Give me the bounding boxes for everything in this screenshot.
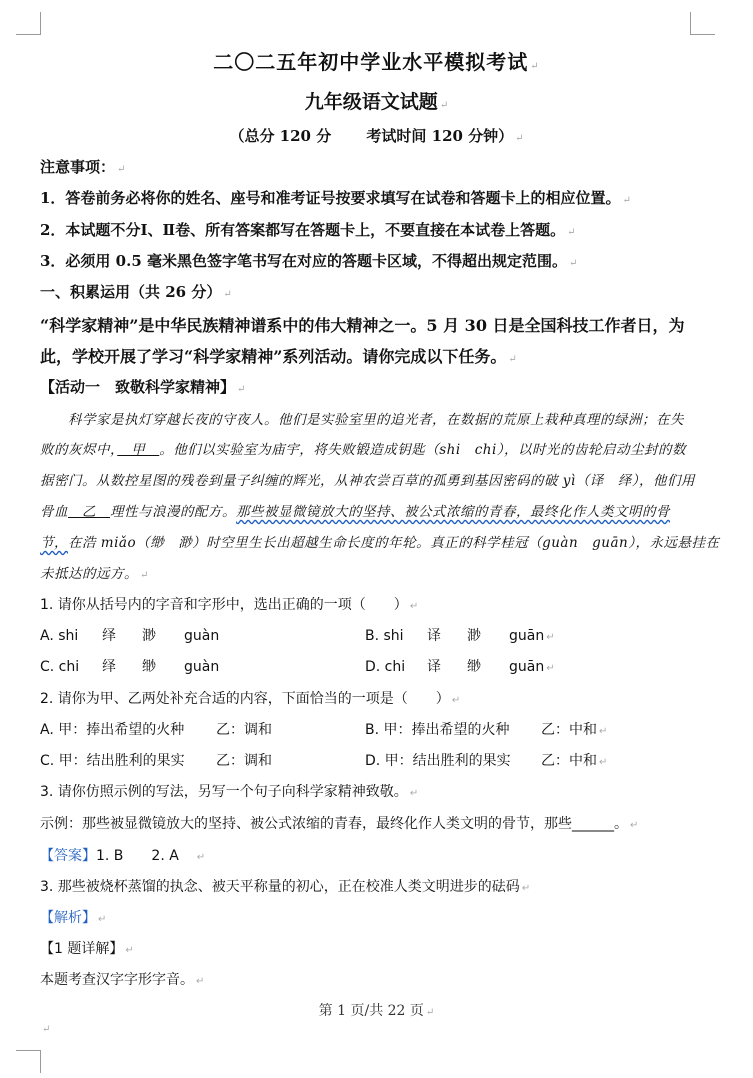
question-2-option-c: C. 甲：结出胜利的果实 乙：调和 <box>40 753 272 769</box>
blank-yi: 乙 <box>68 504 110 520</box>
passage-line-6: 未抵达的远方。 ↵ <box>40 566 149 582</box>
question-1-option-c: C. chi 绎 缈 guàn <box>40 659 220 675</box>
question-1-stem: 1. 请你从括号内的字音和字形中，选出正确的一项（ ） ↵ <box>40 597 419 613</box>
answer-tag: 【答案】 <box>40 848 96 864</box>
passage-line-1: 科学家是执灯穿越长夜的守夜人。他们是实验室里的追光者，在数据的荒原上栽种真理的绿洲；在失 <box>68 412 684 428</box>
question-1-option-d: D. chi 译 缈 guān ↵ <box>365 659 555 675</box>
question-2-option-d: D. 甲：结出胜利的果实 乙：中和 ↵ <box>365 753 608 769</box>
blank-jia: 甲 <box>117 442 160 458</box>
note-item-3: 3．必须用 0.5 毫米黑色签字笔书写在对应的答题卡区域，不得超出规定范围。 ↵ <box>40 252 578 270</box>
exam-title: 二〇二五年初中学业水平模拟考试 ↵ <box>213 50 540 74</box>
crop-mark-top-right <box>690 12 715 35</box>
crop-mark-top-left <box>16 12 41 35</box>
example-sentence-underline: 那些被显微镜放大的坚持、被公式浓缩的青春，最终化作人类文明的骨 <box>236 504 670 520</box>
question-1-option-a: A. shi 绎 渺 guàn <box>40 628 220 644</box>
analysis-tag-line: 【解析】 ↵ <box>40 910 107 926</box>
question-2-stem: 2. 请你为甲、乙两处补充合适的内容，下面恰当的一项是（ ） ↵ <box>40 691 461 707</box>
note-item-1: 1．答卷前务必将你的姓名、座号和准考证号按要求填写在试卷和答题卡上的相应位置。 ↵ <box>40 189 631 207</box>
analysis-tag: 【解析】 <box>40 910 96 926</box>
trailing-paragraph-mark: ↵ <box>42 1024 51 1035</box>
passage-line-2: 败的灰烬中， 甲 。他们以实验室为庙宇，将失败锻造成钥匙（shi chi），以时光的齿轮启动尘封的数 <box>40 442 687 458</box>
analysis-text: 本题考查汉字字形字音。 ↵ <box>40 972 205 988</box>
question-3-example: 示例：那些被显微镜放大的坚持、被公式浓缩的青春，最终化作人类文明的骨节，那些______。 ↵ <box>40 816 639 832</box>
passage-line-3: 据密门。从数控星图的残卷到量子纠缠的辉光，从神农尝百草的孤勇到基因密码的破 yì（译 绎），他们用 <box>40 473 695 489</box>
note-item-2: 2．本试题不分Ⅰ、Ⅱ卷、所有答案都写在答题卡上，不要直接在本试卷上答题。 ↵ <box>40 221 576 239</box>
page-footer: 第 1 页/共 22 页 ↵ <box>318 1003 435 1019</box>
section-intro-line-1: “科学家精神”是中华民族精神谱系中的伟大精神之一。5 月 30 日是全国科技工作者日，为 <box>40 316 685 335</box>
crop-mark-bottom-left <box>16 1050 41 1073</box>
score-time-line: （总分 120 分 考试时间 120 分钟） ↵ <box>229 127 524 145</box>
passage-line-5: 节，在浩 miǎo（缈 渺）时空里生长出超越生命长度的年轮。真正的科学桂冠（guàn guān），永远悬挂在 <box>40 535 720 551</box>
question-3-stem: 3. 请你仿照示例的写法，另写一个句子向科学家精神致敬。 ↵ <box>40 784 419 800</box>
analysis-subheading: 【1 题详解】 ↵ <box>40 941 134 957</box>
question-2-option-b: B. 甲：捧出希望的火种 乙：中和 ↵ <box>365 722 608 738</box>
answer-q3: 3. 那些被烧杯蒸馏的执念、被天平称量的初心，正在校准人类文明进步的砝码 ↵ <box>40 879 531 895</box>
answer-line: 【答案】1. B 2. A ↵ <box>40 848 206 864</box>
question-1-option-b: B. shi 译 渺 guān ↵ <box>365 628 555 644</box>
passage-line-4: 骨血 乙 理性与浪漫的配方。那些被显微镜放大的坚持、被公式浓缩的青春，最终化作人类文明的骨 <box>40 504 670 520</box>
question-2-option-a: A. 甲：捧出希望的火种 乙：调和 <box>40 722 272 738</box>
section-heading: 一、积累运用（共 26 分） ↵ <box>40 283 232 301</box>
section-intro-line-2: 此，学校开展了学习“科学家精神”系列活动。请你完成以下任务。 ↵ <box>40 347 517 366</box>
exam-subtitle: 九年级语文试题 ↵ <box>304 91 449 113</box>
activity-heading: 【活动一 致敬科学家精神】 ↵ <box>40 378 246 396</box>
notes-heading: 注意事项： ↵ <box>40 158 126 176</box>
